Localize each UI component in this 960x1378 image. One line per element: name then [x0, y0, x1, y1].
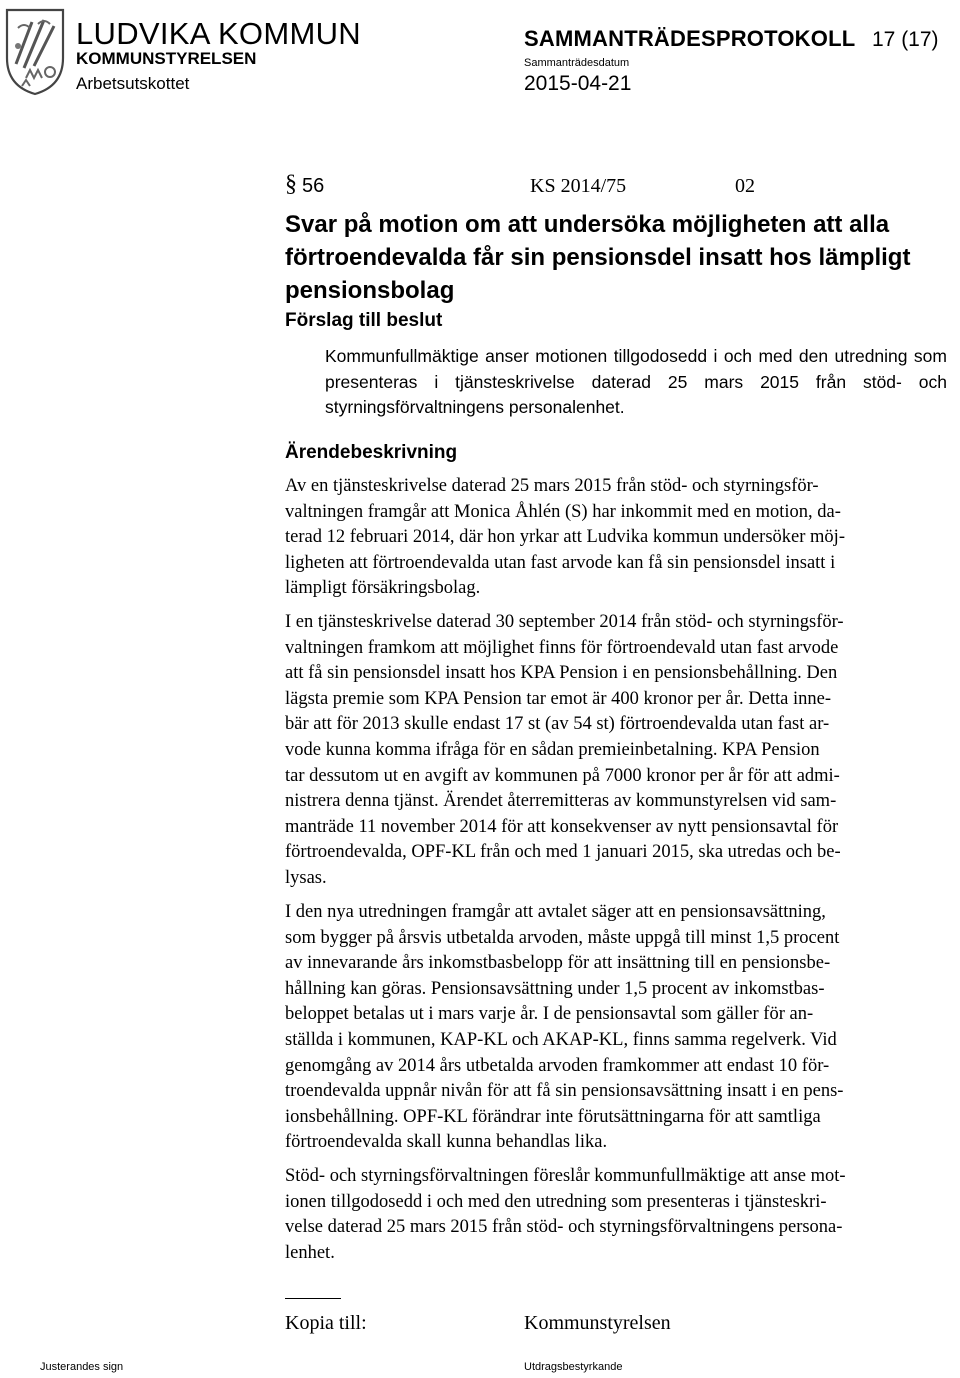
text-line: lenhet.: [285, 1242, 335, 1263]
document-title: SAMMANTRÄDESPROTOKOLL: [524, 26, 856, 51]
board-name: KOMMUNSTYRELSEN: [76, 49, 257, 68]
meeting-date-label: Sammanträdesdatum: [524, 57, 630, 69]
text-line: bär att för 2013 skulle endast 17 st (av 54 st) förtroendevalda utan fast ar-: [285, 714, 830, 735]
text-line: hållning kan göras. Pensionsavsättning under 1,5 procent av inkomstbas-: [285, 978, 825, 999]
text-line: Stöd- och styrningsförvaltningen föreslår kommunfullmäktige att anse mot-: [285, 1166, 846, 1186]
case-code: 02: [735, 175, 755, 197]
text-line: lämpligt försäkringsbolag.: [285, 578, 481, 599]
text-line: velse daterad 25 mars 2015 från stöd- och styrningsförvaltningens persona-: [285, 1217, 843, 1238]
footer-signature-label: Justerandes sign: [40, 1361, 124, 1373]
description-paragraph-1: [285, 474, 947, 602]
text-line: ionen tillgodosedd i och med den utredning som presenteras i tjänsteskri-: [285, 1191, 827, 1212]
meeting-date: 2015-04-21: [524, 72, 632, 95]
text-line: nistrera denna tjänst. Ärendet återremitteras av kommunstyrelsen vid sam-: [285, 791, 837, 812]
description-heading: Ärendebeskrivning: [285, 442, 458, 463]
text-line: ställda i kommunen, KAP-KL och AKAP-KL, finns samma regelverk. Vid: [285, 1029, 837, 1050]
page-number: 17 (17): [872, 28, 939, 51]
text-line: förtroendevalda, OPF-KL från och med 1 januari 2015, ska utredas och be-: [285, 842, 841, 863]
copy-to-recipient: Kommunstyrelsen: [524, 1312, 671, 1334]
text-line: lysas.: [285, 867, 327, 888]
text-line: ligheten att förtroendevalda utan fast arvode kan få sin pensionsdel insatt i: [285, 552, 836, 573]
text-line: av innevarande års inkomstbasbelopp för att insättning till en pensionsbe-: [285, 953, 831, 974]
coat-of-arms-icon: [4, 6, 66, 96]
text-line: Av en tjänsteskrivelse daterad 25 mars 2015 från stöd- och styrningsför-: [285, 476, 819, 496]
text-line: genomgång av 2014 års utbetalda arvoden framkommer att endast 10 för-: [285, 1055, 830, 1076]
description-paragraph-3: [285, 900, 947, 1156]
text-line: valtningen framgår att Monica Åhlén (S) har inkommit med en motion, da-: [285, 501, 841, 522]
text-line: terad 12 februari 2014, där hon yrkar att Ludvika kommun undersöker möj-: [285, 527, 845, 548]
text-line: att få sin pensionsdel insatt hos KPA Pension i en pensionsbehållning. Den: [285, 663, 838, 684]
text-line: förtroendevalda skall kunna behandlas lika.: [285, 1132, 608, 1153]
text-line: beloppet betalas ut i mars varje år. I de pensionsavtal som gäller för an-: [285, 1004, 814, 1025]
paragraph-sign: §: [285, 171, 297, 197]
proposal-heading: Förslag till beslut: [285, 310, 443, 331]
text-line: troendevalda uppnår nivån för att få sin pensionsavsättning insatt i en pens-: [285, 1081, 844, 1102]
text-line: I den nya utredningen framgår att avtalet säger att en pensionsavsättning,: [285, 902, 826, 922]
text-line: valtningen framkom att möjlighet finns för förtroendevald utan fast arvode: [285, 637, 839, 658]
description-paragraph-2: [285, 610, 947, 892]
case-number: KS 2014/75: [530, 175, 627, 197]
organization-name: LUDVIKA KOMMUN: [76, 16, 361, 51]
proposal-text: Kommunfullmäktige anser motionen tillgodosedd i och med den utredning som presenteras i tjänsteskrivelse daterad 25 mars 2015 från stöd- och styrningsförvaltningens personalenhet.: [325, 346, 947, 417]
committee-name: Arbetsutskottet: [76, 74, 190, 93]
divider: [285, 1298, 341, 1299]
text-line: lägsta premie som KPA Pension tar emot är 400 kronor per år. Detta inne-: [285, 688, 831, 709]
text-line: manträde 11 november 2014 för att konsekvenser av nytt pensionsavtal för: [285, 816, 839, 837]
footer-certification-label: Utdragsbestyrkande: [524, 1361, 623, 1373]
text-line: tar dessutom ut en avgift av kommunen på 7000 kronor per år för att admi-: [285, 765, 840, 786]
text-line: som bygger på årsvis utbetalda arvoden, måste uppgå till minst 1,5 procent: [285, 927, 840, 948]
text-line: vode kunna komma ifråga för en sådan premieinbetalning. KPA Pension: [285, 739, 820, 760]
section-title: Svar på motion om att undersöka möjligheten att alla förtroendevalda får sin pensionsdel insatt hos lämpligt pensionsbolag: [285, 211, 911, 304]
paragraph-number: 56: [302, 175, 325, 197]
copy-to-label: Kopia till:: [285, 1312, 367, 1334]
text-line: I en tjänsteskrivelse daterad 30 september 2014 från stöd- och styrningsför-: [285, 612, 844, 632]
description-paragraph-4: [285, 1164, 947, 1266]
text-line: ionsbehållning. OPF-KL förändrar inte förutsättningarna för att samtliga: [285, 1106, 821, 1127]
